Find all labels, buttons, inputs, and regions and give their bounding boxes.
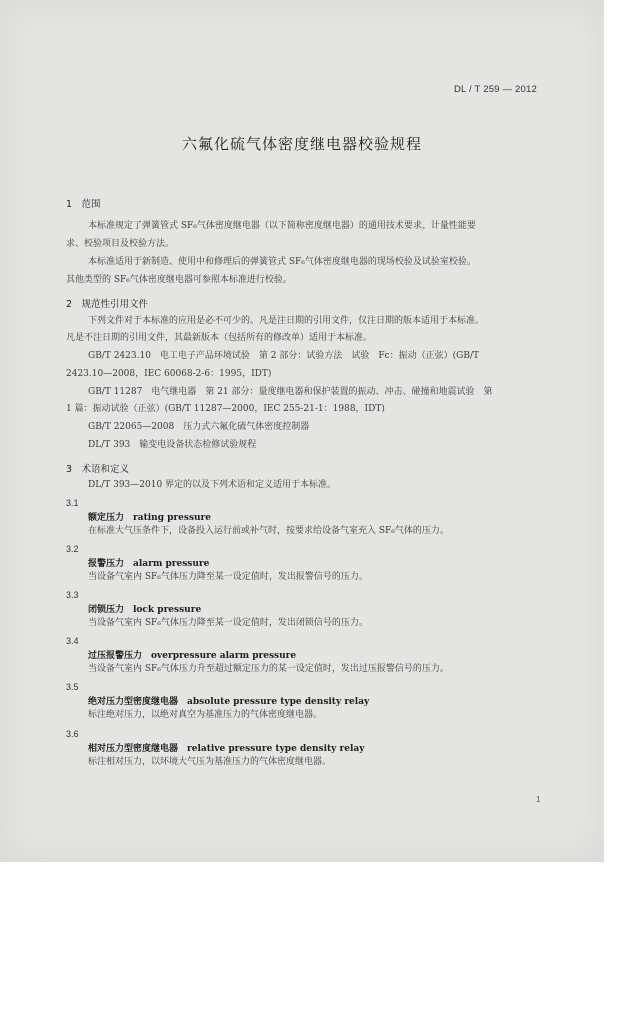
paragraph-line: 本标准适用于新制造、使用中和修理后的弹簧管式 SF₆气体密度继电器的现场校验及试验室校验。	[88, 257, 476, 267]
term-number: 3.4	[66, 636, 79, 646]
paragraph-line: 本标准规定了弹簧管式 SF₆气体密度继电器（以下简称密度继电器）的通用技术要求、计量性能要	[88, 221, 476, 231]
term-title: 绝对压力型密度继电器 absolute pressure type density relay	[88, 697, 370, 707]
term-definition: 当设备气室内 SF₆气体压力升至超过额定压力的某一设定值时，发出过压报警信号的压力。	[88, 664, 449, 674]
paragraph-line: DL/T 393—2010 界定的以及下列术语和定义适用于本标准。	[88, 480, 337, 490]
paragraph-line: 凡是不注日期的引用文件，其最新版本（包括所有的修改单）适用于本标准。	[66, 333, 373, 343]
term-definition: 当设备气室内 SF₆气体压力降至某一设定值时，发出闭锁信号的压力。	[88, 618, 368, 628]
term-title: 相对压力型密度继电器 relative pressure type density relay	[88, 744, 365, 754]
term-title: 额定压力 rating pressure	[88, 513, 212, 523]
term-number: 3.1	[66, 498, 79, 508]
term-number: 3.3	[66, 590, 79, 600]
term-definition: 在标准大气压条件下，设备投入运行前或补气时，按要求给设备气室充入 SF₆气体的压力。	[88, 526, 449, 536]
document-code: DL / T 259 — 2012	[454, 84, 537, 95]
term-definition: 当设备气室内 SF₆气体压力降至某一设定值时，发出报警信号的压力。	[88, 572, 368, 582]
term-number: 3.6	[66, 729, 79, 739]
paragraph-line: 求、校验项目及校验方法。	[66, 239, 175, 249]
term-definition: 标注相对压力，以环境大气压为基准压力的气体密度继电器。	[88, 757, 332, 767]
paragraph-line: 其他类型的 SF₆气体密度继电器可参照本标准进行校验。	[66, 275, 292, 285]
term-title: 过压报警压力 overpressure alarm pressure	[88, 651, 297, 661]
paragraph-line: 下列文件对于本标准的应用是必不可少的。凡是注日期的引用文件，仅注日期的版本适用于本标准。	[88, 316, 485, 326]
reference-line: DL/T 393 输变电设备状态检修试验规程	[88, 440, 257, 450]
document-title: 六氟化硫气体密度继电器校验规程	[181, 135, 422, 153]
term-number: 3.2	[66, 544, 79, 554]
term-definition: 标注绝对压力，以绝对真空为基准压力的气体密度继电器。	[88, 710, 323, 720]
reference-line: 1 篇：振动试验（正弦）(GB/T 11287—2000，IEC 255-21-1：1988，IDT)	[66, 404, 385, 414]
term-title: 报警压力 alarm pressure	[88, 559, 210, 569]
section-heading-scope: 1 范围	[66, 199, 101, 210]
term-title: 闭锁压力 lock pressure	[88, 605, 202, 615]
section-heading-terms-definitions: 3 术语和定义	[66, 464, 130, 475]
reference-line: GB/T 22065—2008 压力式六氟化硫气体密度控制器	[88, 422, 310, 432]
term-number: 3.5	[66, 682, 79, 692]
page-number: 1	[536, 795, 541, 804]
reference-line: GB/T 2423.10 电工电子产品环境试验 第 2 部分：试验方法 试验 Fc：振动（正弦）(GB/T	[88, 351, 480, 361]
reference-line: GB/T 11287 电气继电器 第 21 部分：量度继电器和保护装置的振动、冲击、碰撞和地震试验 第	[88, 387, 493, 397]
reference-line: 2423.10—2008，IEC 60068-2-6：1995，IDT)	[66, 369, 272, 379]
section-heading-normative-references: 2 规范性引用文件	[66, 299, 149, 310]
